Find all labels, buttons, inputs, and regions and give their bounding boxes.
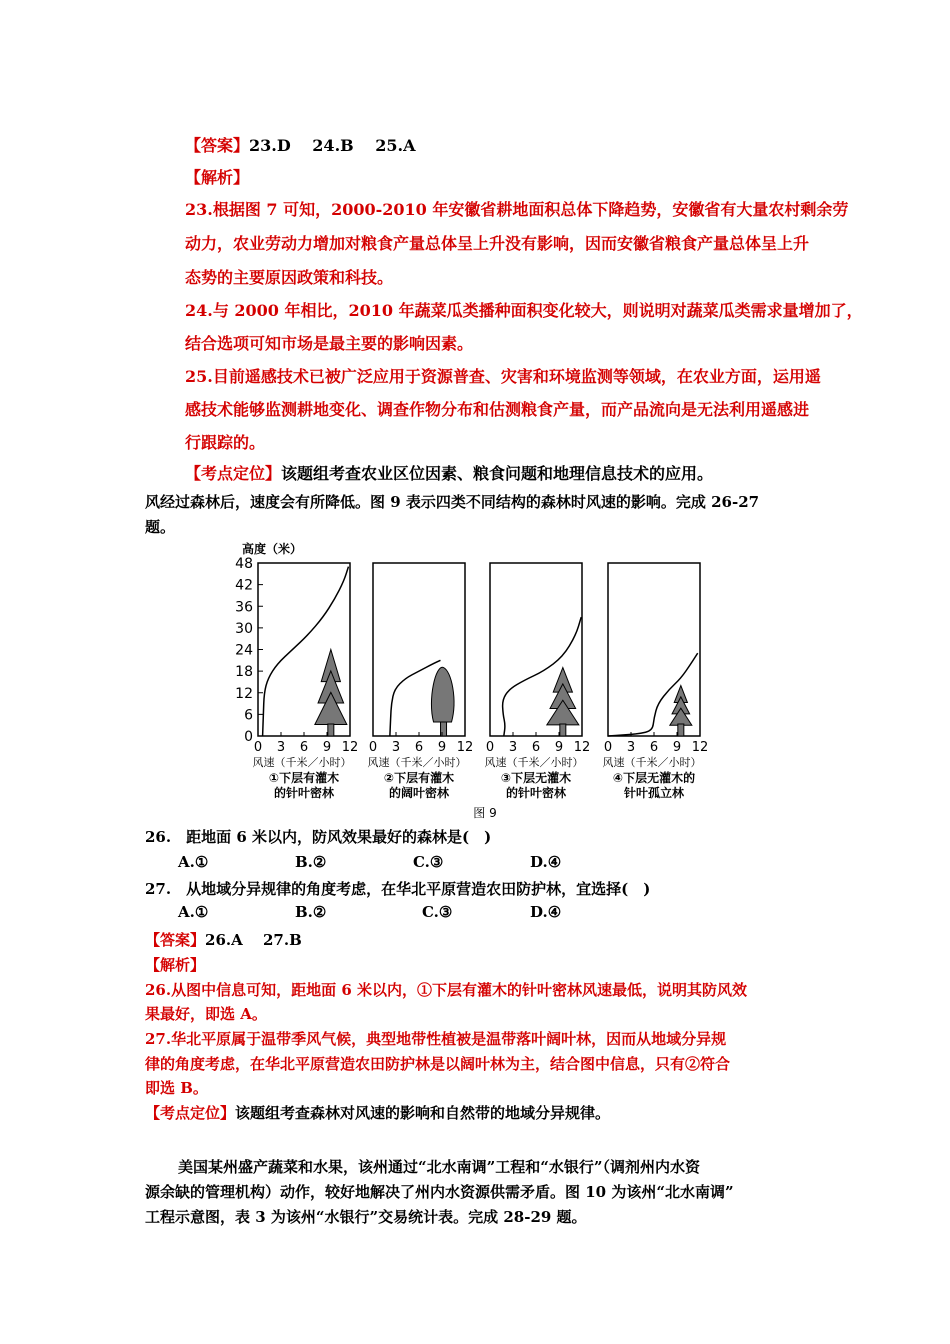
- y-tick-label: 36: [235, 599, 253, 616]
- answer-bracket: 【答案】: [185, 136, 250, 155]
- answer-line-23-25: [185, 133, 415, 156]
- q27-option-c: C.③: [422, 903, 453, 921]
- tree-tier: [315, 692, 347, 724]
- figure-9-svg: [220, 535, 740, 825]
- x-tick-label: 12: [341, 740, 359, 755]
- intro-line-1: 风经过森林后，速度会有所降低。图 9 表示四类不同结构的森林时风速的影响。完成 26-27: [145, 493, 760, 511]
- panel-caption-1-line-2: 的针叶密林: [273, 786, 335, 800]
- final-line-2: 源余缺的管理机构）动作，较好地解决了州内水资源供需矛盾。图 10 为该州“北水南调”: [145, 1183, 734, 1201]
- tree-trunk: [328, 724, 334, 736]
- analysis-26-line-1: 26.从图中信息可知，距地面 6 米以内，①下层有灌木的针叶密林风速最低，说明其防风效: [145, 981, 747, 999]
- x-tick-label: 0: [603, 740, 613, 755]
- x-tick-label: 3: [508, 740, 518, 755]
- q26-option-c: C.③: [413, 853, 444, 871]
- x-tick-label: 9: [554, 740, 564, 755]
- figure-title: 图 9: [473, 806, 497, 820]
- question-26: 26. 距地面 6 米以内，防风效果最好的森林是( ): [145, 828, 492, 846]
- analysis-27-line-3: 即选 B。: [145, 1079, 208, 1097]
- kaodian-bracket-2: 【考点定位】: [145, 1104, 236, 1122]
- analysis-27-line-2: 律的角度考虑，在华北平原营造农田防护林是以阔叶林为主，结合图中信息，只有②符合: [145, 1055, 731, 1073]
- figure-9: [220, 535, 740, 825]
- analysis-24-line-2: 结合选项可知市场是最主要的影响因素。: [185, 334, 474, 353]
- x-tick-label: 9: [437, 740, 447, 755]
- analysis-26-line-2: 果最好，即选 A。: [145, 1005, 267, 1023]
- answer-bracket-2: 【答案】: [145, 931, 206, 949]
- y-tick-label: 12: [235, 685, 253, 702]
- final-line-3: 工程示意图，表 3 为该州“水银行”交易统计表。完成 28-29 题。: [145, 1208, 587, 1226]
- x-tick-label: 3: [276, 740, 286, 755]
- analysis-heading-2: 【解析】: [145, 956, 206, 974]
- x-tick-label: 6: [299, 740, 309, 755]
- tree-crown: [431, 667, 454, 722]
- x-axis-label-1: 风速（千米／小时）: [252, 756, 352, 769]
- answer-values: 23.D 24.B 25.A: [249, 136, 416, 155]
- answer-values-2: 26.A 27.B: [205, 931, 302, 949]
- analysis-heading: 【解析】: [185, 168, 250, 187]
- final-line-1: 美国某州盛产蔬菜和水果，该州通过“北水南调”工程和“水银行”（调剂州内水资: [178, 1158, 701, 1176]
- kaodian-text: 该题组考查农业区位因素、粮食问题和地理信息技术的应用。: [281, 464, 714, 483]
- x-tick-label: 12: [691, 740, 709, 755]
- kaodian-text-2: 该题组考查森林对风速的影响和自然带的地域分异规律。: [235, 1104, 611, 1122]
- x-axis-label-2: 风速（千米／小时）: [367, 756, 467, 769]
- x-tick-label: 0: [485, 740, 495, 755]
- analysis-23-line-1: 23.根据图 7 可知，2000-2010 年安徽省耕地面积总体下降趋势，安徽省有大量农村剩余劳: [185, 200, 849, 219]
- kaodian-bracket: 【考点定位】: [185, 464, 282, 483]
- analysis-23-line-2: 动力，农业劳动力增加对粮食产量总体呈上升没有影响，因而安徽省粮食产量总体呈上升: [185, 234, 810, 253]
- analysis-23-line-3: 态势的主要原因政策和科技。: [185, 268, 394, 287]
- x-axis-label-3: 风速（千米／小时）: [484, 756, 584, 769]
- panel-caption-1-line-1: ①下层有灌木: [268, 771, 340, 785]
- q27-option-a: A.①: [178, 903, 209, 921]
- y-tick-label: 6: [244, 707, 253, 724]
- q26-option-b: B.②: [295, 853, 327, 871]
- y-axis-label: 高度（米）: [242, 542, 303, 556]
- tree-trunk: [560, 724, 566, 736]
- x-axis-label-4: 风速（千米／小时）: [602, 756, 702, 769]
- panel-caption-3-line-2: 的针叶密林: [505, 786, 567, 800]
- kaodian-line-1: [185, 461, 713, 484]
- tree-broadleaf-2: [431, 667, 454, 736]
- x-tick-label: 3: [391, 740, 401, 755]
- q27-option-d: D.④: [530, 903, 562, 921]
- panel-caption-2-line-1: ②下层有灌木: [383, 771, 455, 785]
- y-tick-label: 42: [235, 577, 253, 594]
- x-tick-label: 0: [368, 740, 378, 755]
- tree-conifer-4: [670, 686, 692, 736]
- x-tick-label: 6: [649, 740, 659, 755]
- analysis-25-line-1: 25.目前遥感技术已被广泛应用于资源普查、灾害和环境监测等领域，在农业方面，运用遥: [185, 367, 821, 386]
- panel-caption-2-line-2: 的阔叶密林: [388, 786, 450, 800]
- x-tick-label: 9: [322, 740, 332, 755]
- x-tick-label: 9: [672, 740, 682, 755]
- intro-line-2: 题。: [145, 518, 176, 536]
- tree-trunk: [441, 722, 447, 736]
- tree-tier: [547, 700, 579, 725]
- y-tick-label: 0: [244, 729, 253, 745]
- x-tick-label: 12: [573, 740, 591, 755]
- y-tick-label: 18: [235, 664, 253, 681]
- panel-caption-3-line-1: ③下层无灌木: [500, 771, 572, 785]
- answer-line-26-27: [145, 929, 302, 950]
- q26-option-d: D.④: [530, 853, 562, 871]
- analysis-27-line-1: 27.华北平原属于温带季风气候，典型地带性植被是温带落叶阔叶林，因而从地域分异规: [145, 1030, 727, 1048]
- x-tick-label: 6: [414, 740, 424, 755]
- analysis-24-line-1: 24.与 2000 年相比，2010 年蔬菜瓜类播种面积变化较大，则说明对蔬菜瓜类需求量增加了，: [185, 301, 863, 320]
- analysis-25-line-3: 行跟踪的。: [185, 433, 266, 452]
- x-tick-label: 6: [531, 740, 541, 755]
- x-tick-label: 0: [253, 740, 263, 755]
- analysis-25-line-2: 感技术能够监测耕地变化、调查作物分布和估测粮食产量，而产品流向是无法利用遥感进: [185, 400, 810, 419]
- q26-option-a: A.①: [178, 853, 209, 871]
- panel-caption-4-line-2: 针叶孤立林: [623, 786, 685, 800]
- panel-caption-4-line-1: ④下层无灌木的: [612, 771, 696, 785]
- y-tick-label: 30: [235, 620, 253, 637]
- tree-conifer-3: [547, 668, 579, 736]
- q27-option-b: B.②: [295, 903, 327, 921]
- x-tick-label: 3: [626, 740, 636, 755]
- y-tick-label: 24: [235, 642, 253, 659]
- y-tick-label: 48: [235, 556, 253, 572]
- tree-trunk: [678, 724, 684, 736]
- kaodian-line-2: [145, 1102, 610, 1123]
- question-27: 27. 从地域分异规律的角度考虑，在华北平原营造农田防护林，宜选择( ): [145, 880, 651, 898]
- tree-conifer-1: [315, 650, 347, 737]
- x-tick-label: 12: [456, 740, 474, 755]
